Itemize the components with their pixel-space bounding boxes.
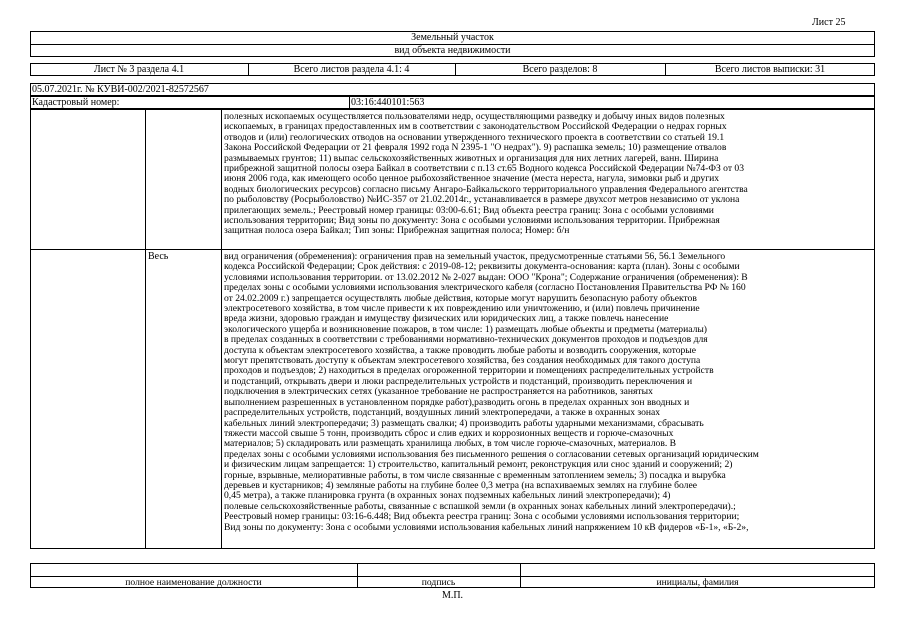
signature-label: подпись [421, 577, 456, 588]
total-section-sheets: Всего листов раздела 4.1: 4 [293, 64, 410, 75]
cadastral-number: 03:16:440101:563 [351, 97, 425, 108]
stamp-placeholder: М.П. [441, 590, 464, 601]
object-subtitle: вид объекта недвижимости [394, 45, 511, 56]
initials-label: инициалы, фамилия [656, 577, 739, 588]
object-title: Земельный участок [411, 32, 494, 43]
cadastral-row [30, 96, 875, 109]
total-extract-sheets: Всего листов выписки: 31 [714, 64, 826, 75]
row-2-text: вид ограничения (обременения): ограничения прав на земельный участок, предусмотренные статьями 56, 56.1 Земельного кодекса Российской Федерации; Срок действия: с 2019-08-12; реквизиты документа-основания: карта (план). Зоны с особыми условиями использования территории. от 13.02.2012 № 2-027 выдан: ООО "Крона"; Содержание ограничения (обременения): В пределах зоны с особыми условиями использования электрического кабеля (согласно Постановления Правительства РФ № 160 от 24.02.2009 г.) запрещается осуществлять любые действия, которые могут нарушить безопасную работу объектов электросетевого хозяйства, в том числе привести к их повреждению или уничтожению, и (или) повлечь причинение вреда жизни, здоровью граждан и имуществу физических или юридических лиц, а также повлечь нанесение экологического ущерба и возникновение пожаров, в том числе: 1) размещать любые объекты и предметы (материалы) в пределах созданных в соответствии с требованиями нормативно-технических документов проходов и подъездов для доступа к объектам электросетевого хозяйства, а также проводить любые работы и возводить сооружения, которые могут препятствовать доступу к объектам электросетевого хозяйства, без создания необходимых для такого доступа проходов и подъездов; 2) находиться в пределах огороженной территории и помещениях распределительных устройств и подстанций, открывать двери и люки распределительных устройств и подстанций, производить переключения и подключения в электрических сетях (указанное требование не распространяется на работников, занятых выполнением разрешенных в установленном порядке работ),разводить огонь в пределах охранных зон вводных и распределительных устройств, подстанций, воздушных линий электропередачи, а также в охранных зонах кабельных линий электропередачи; 3) размещать свалки; 4) производить работы ударными механизмами, сбрасывать тяжести массой свыше 5 тонн, производить сброс и слив едких и коррозионных веществ и горюче-смазочных материалов; 5) складировать или размещать хранилища любых, в том числе горюче-смазочных, материалов. В пределах зоны с особыми условиями использования без письменного решения о согласовании сетевых организаций юридическим и физическим лицам запрещается: 1) строительство, капитальный ремонт, реконструкция или снос зданий и сооружений; 2) горные, взрывные, мелиоративные работы, в том числе связанные с временным затоплением земель; 3) посадка и вырубка деревьев и кустарников; 4) земляные работы на глубине более 0,3 метра (на вспахиваемых землях на глубине более 0,45 метра), а также планировка грунта (в охранных зонах подземных кабельных линий электропередачи); 4) полевые сельскохозяйственные работы, связанные с вспашкой земли (в охранных зонах кабельных линий электропередачи).; Реестровый номер границы: 03:16-6.448; Вид объекта реестра границ: Зона с особыми условиями использования территории; Вид зоны по документу: Зона с особыми условиями использования кабельных линий напряжением 10 кВ фидеров «Б-1», «Б-2», [224, 251, 759, 533]
position-label: полное наименование должности [125, 577, 262, 588]
row-1-text: полезных ископаемых осуществляется пользователями недр, осуществляющими разведку и добычу иных видов полезных ископаемых, в границах предоставленных им в соответствии с законодательством Российской Федерации о недрах горных отводов и (или) геологических отводов на основании утвержденного технического проекта в соответствии со статьей 19.1 Закона Российской Федерации от 21 февраля 1992 года N 2395-1 "О недрах"). 9) распашка земель; 10) размещение отвалов размываемых грунтов; 11) выпас сельскохозяйственных животных и организация для них летних лагерей, ванн. Ширина прибрежной защитной полосы озера Байкал в соответствии с п.13 ст.65 Водного кодекса Российской Федерации №74-ФЗ от 03 июня 2006 года, как имеющего особо ценное рыбохозяйственное значение (места нереста, нагула, зимовки рыб и других водных биологических ресурсов) согласно письму Ангаро-Байкальского территориального управления Федерального агентства по рыболовству (Росрыболовство) №ИС-357 от 21.02.2014г., устанавливается в размере двухсот метров независимо от уклона прилегающих земель.; Реестровый номер границы: 03:00-6.61; Вид объекта реестра границ: Зона с особыми условиями использования территории; Вид зоны по документу: Зона с особыми условиями использования территории. Прибрежная защитная полоса озера Байкал; Тип зоны: Прибрежная защитная полоса; Номер: б/н [224, 111, 748, 237]
extract-id: 05.07.2021г. № КУВИ-002/2021-82572567 [32, 84, 209, 95]
cadastral-label: Кадастровый номер: [32, 97, 120, 108]
row-2-part: Весь [148, 251, 169, 262]
total-sections: Всего разделов: 8 [522, 64, 598, 75]
sheet-number: Лист 25 [812, 17, 846, 28]
sheet-section-label: Лист № 3 раздела 4.1 [93, 64, 185, 75]
